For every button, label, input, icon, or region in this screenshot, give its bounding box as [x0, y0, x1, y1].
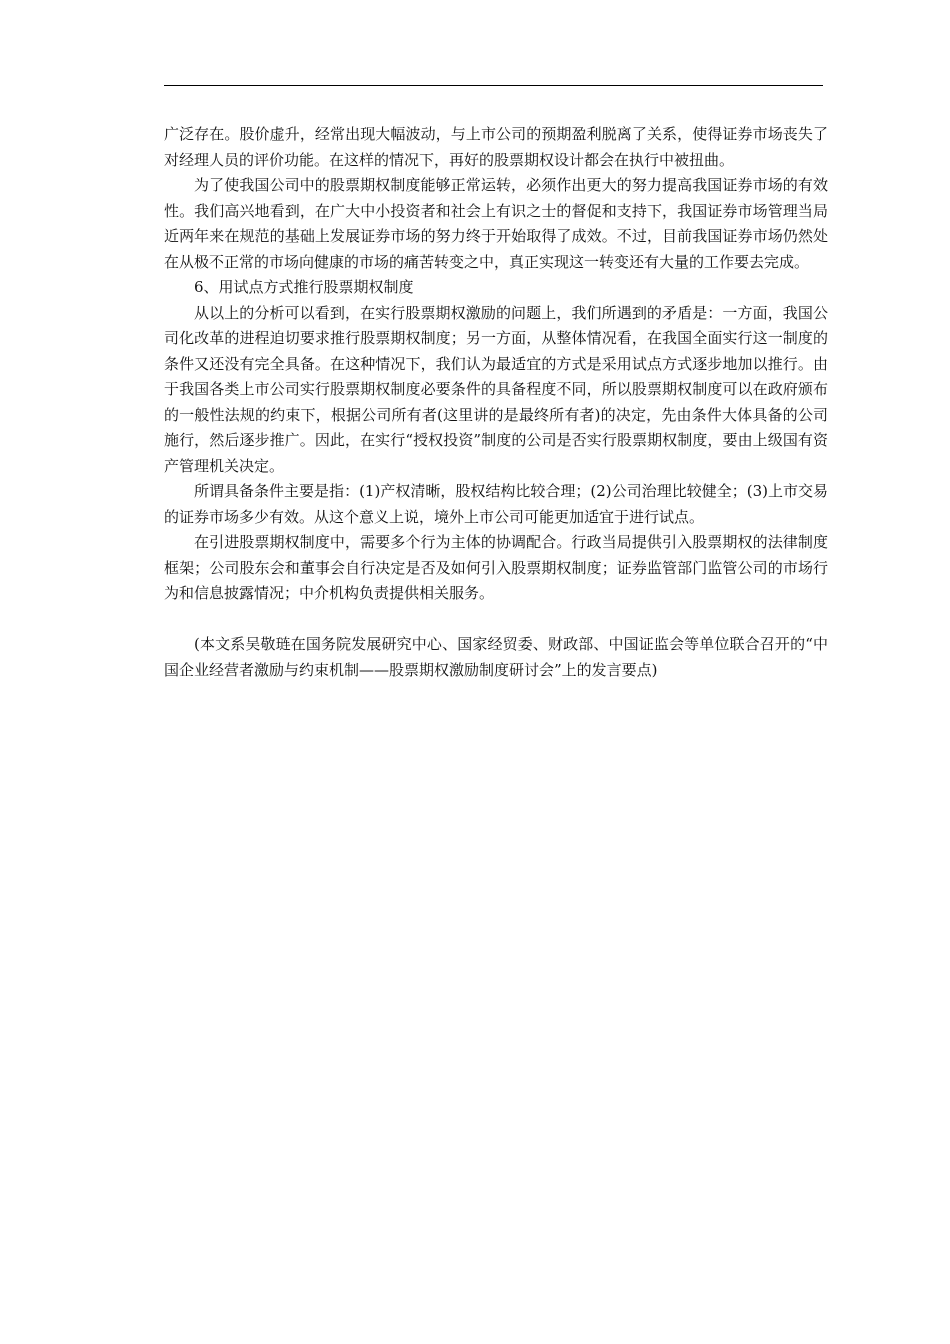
- paragraph-coordination: 在引进股票期权制度中，需要多个行为主体的协调配合。行政当局提供引入股票期权的法律制度框架；公司股东会和董事会自行决定是否及如何引入股票期权制度；证券监管部门监管公司的市场行为和信息披露情况；中介机构负责提供相关服务。: [164, 533, 828, 602]
- header-rule: [164, 85, 823, 86]
- paragraph-conditions: 所谓具备条件主要是指：(1)产权清晰，股权结构比较合理；(2)公司治理比较健全；(3)上市交易的证券市场多少有效。从这个意义上说，境外上市公司可能更加适宜于进行试点。: [164, 482, 828, 526]
- section-heading: 6、用试点方式推行股票期权制度: [194, 278, 414, 296]
- source-note: (本文系吴敬琏在国务院发展研究中心、国家经贸委、财政部、中国证监会等单位联合召开的“中国企业经营者激励与约束机制——股票期权激励制度研讨会”上的发言要点): [164, 635, 828, 679]
- paragraph-pilot-approach: 从以上的分析可以看到，在实行股票期权激励的问题上，我们所遇到的矛盾是：一方面，我国公司化改革的进程迫切要求推行股票期权制度；另一方面，从整体情况看，在我国全面实行这一制度的条件又还没有完全具备。在这种情况下，我们认为最适宜的方式是采用试点方式逐步地加以推行。由于我国各类上市公司实行股票期权制度必要条件的具备程度不同，所以股票期权制度可以在政府颁布的一般性法规的约束下，根据公司所有者(这里讲的是最终所有者)的决定，先由条件大体具备的公司施行，然后逐步推广。因此，在实行“授权投资”制度的公司是否实行股票期权制度，要由上级国有资产管理机关决定。: [164, 303, 828, 475]
- paragraph-market-efficiency: 为了使我国公司中的股票期权制度能够正常运转，必须作出更大的努力提高我国证券市场的有效性。我们高兴地看到，在广大中小投资者和社会上有识之士的督促和支持下，我国证券市场管理当局近两年来在规范的基础上发展证券市场的努力终于开始取得了成效。不过，目前我国证券市场仍然处在从极不正常的市场向健康的市场的痛苦转变之中，真正实现这一转变还有大量的工作要去完成。: [164, 176, 828, 271]
- document-body: [164, 122, 828, 683]
- paragraph-spacer: [164, 607, 828, 633]
- paragraph-continuation: 广泛存在。股价虚升，经常出现大幅波动，与上市公司的预期盈利脱离了关系，使得证券市场丧失了对经理人员的评价功能。在这样的情况下，再好的股票期权设计都会在执行中被扭曲。: [164, 125, 828, 169]
